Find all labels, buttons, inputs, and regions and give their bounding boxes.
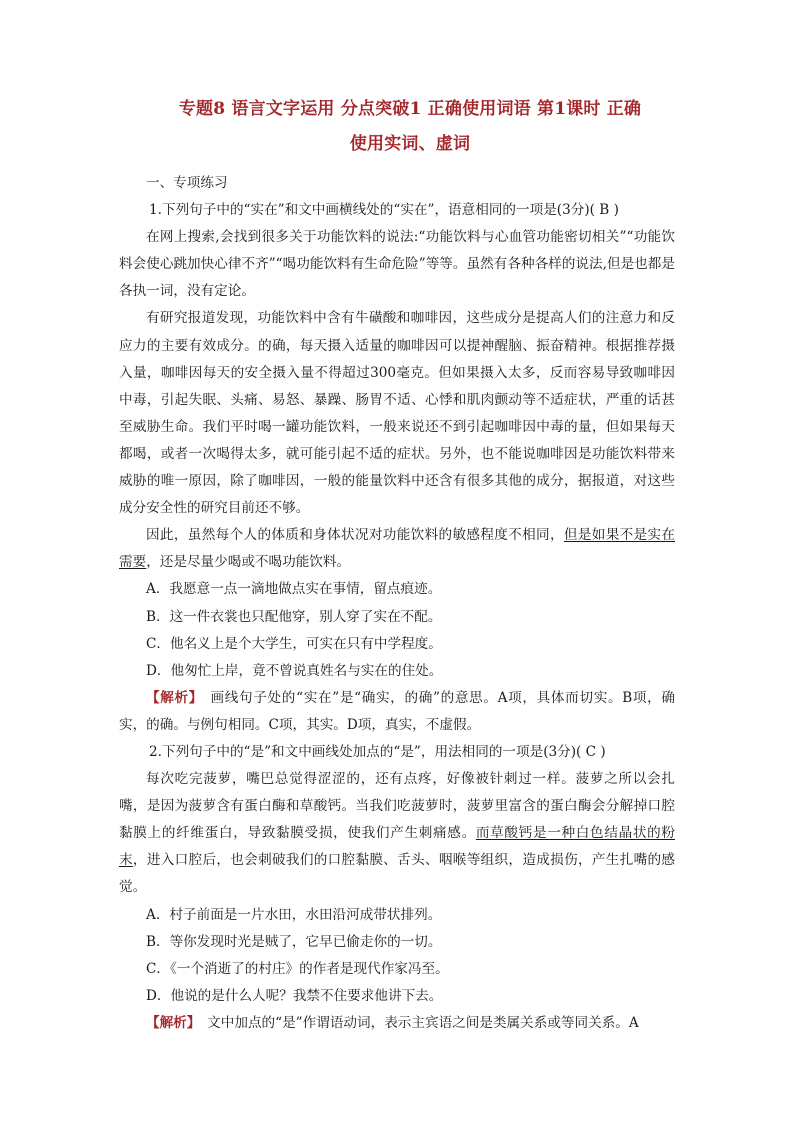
- question-2-option-b: B．等你发现时光是贼了，它早已偷走你的一切。: [146, 933, 442, 950]
- question-1-option-c: C．他名义上是个大学生，可实在只有中学程度。: [146, 635, 442, 652]
- question-1-option-d: D．他匆忙上岸，竟不曾说真姓名与实在的住处。: [146, 662, 443, 679]
- question-1-stem: 1.下列句子中的“实在”和文中画横线处的“实在”，语意相同的一项是(3分)( B ): [149, 202, 619, 219]
- document-body: [119, 170, 675, 1037]
- underlined-sentence: 但是如果不是实在需要: [119, 527, 676, 571]
- question-2-option-d: D．他说的是什么人呢？我禁不住要求他讲下去。: [146, 987, 443, 1004]
- page-title: [130, 92, 690, 162]
- question-2-option-c: C．《一个消逝了的村庄》的作者是现代作家冯至。: [146, 960, 449, 977]
- passage-text: ，还是尽量少喝或不喝功能饮料。: [146, 554, 351, 571]
- analysis-text: 文中加点的“是”作谓语动词，表示主宾语之间是类属关系或等同关系。A: [193, 1014, 639, 1031]
- question-2-stem: 2.下列句子中的“是”和文中画线处加点的“是”，用法相同的一项是(3分)( C ): [149, 743, 606, 760]
- question-2-option-a: A．村子前面是一片水田，水田沿河成带状排列。: [146, 906, 442, 923]
- passage-text: ，进入口腔后，也会刺破我们的口腔黏膜、舌头、咽喉等组织，造成损伤，产生扎嘴的感觉。: [119, 852, 676, 896]
- question-2-analysis: [119, 1010, 675, 1037]
- question-1-passage-paragraph-2: 有研究报道发现，功能饮料中含有牛磺酸和咖啡因，这些成分是提高人们的注意力和反应力的主要有效成分。的确，每天摄入适量的咖啡因可以提神醒脑、振奋精神。根据推荐摄入量，咖啡因每天的安全摄入量不得超过300毫克。但如果摄入太多，反而容易导致咖啡因中毒，引起失眠、头痛、易怒、暴躁、肠胃不适、心悸和肌肉颤动等不适症状，严重的话甚至威胁生命。我们平时喝一罐功能饮料，一般来说还不到引起咖啡因中毒的量，但如果每天都喝，或者一次喝得太多，就可能引起不适的症状。另外，也不能说咖啡因是功能饮料带来威胁的唯一原因，除了咖啡因，一般的能量饮料中还含有很多其他的成分，据报道，对这些成分安全性的研究目前还不够。: [119, 310, 675, 517]
- underlined-sentence: 而草酸钙是一种白色结晶状的粉末: [119, 825, 676, 869]
- title-line-2: 使用实词、虚词: [349, 134, 471, 154]
- analysis-text: 画线句子处的“实在”是“确实，的确”的意思。A项，具体而切实。B项，确实，的确。与例句相同。C项，其实。D项，真实，不虚假。: [119, 689, 675, 733]
- question-1-option-b: B．这一件衣裳也只配他穿，别人穿了实在不配。: [146, 608, 442, 625]
- question-2-passage-paragraph-1: [119, 766, 675, 901]
- question-1-passage-paragraph-1: 在网上搜索,会找到很多关于功能饮料的说法:“功能饮料与心血管功能密切相关”“功能饮料会使心跳加快心律不齐”“喝功能饮料有生命危险”等等。虽然有各种各样的说法,但是也都是各执一词，没有定论。: [119, 229, 675, 300]
- question-1-analysis: [119, 685, 675, 739]
- analysis-tag: 【解析】: [146, 689, 197, 706]
- title-line-1: 专题8 语言文字运用 分点突破1 正确使用词语 第1课时 正确: [178, 99, 642, 119]
- section-heading: 一、专项练习: [146, 175, 228, 191]
- passage-text: 每次吃完菠萝，嘴巴总觉得涩涩的，还有点疼，好像被针刺过一样。菠萝之所以会扎嘴，是因为菠萝含有蛋白酶和草酸钙。当我们吃菠萝时，菠萝里富含的蛋白酶会分解掉口腔黏膜上的纤维蛋白，导致黏膜受损，使我们产生刺痛感。: [119, 771, 675, 842]
- question-1-passage-paragraph-3: [119, 522, 675, 576]
- passage-text: 因此，虽然每个人的体质和身体状况对功能饮料的敏感程度不相同，: [146, 527, 564, 544]
- question-1-option-a: A．我愿意一点一滴地做点实在事情，留点痕迹。: [146, 581, 442, 598]
- analysis-tag: 【解析】: [146, 1014, 194, 1031]
